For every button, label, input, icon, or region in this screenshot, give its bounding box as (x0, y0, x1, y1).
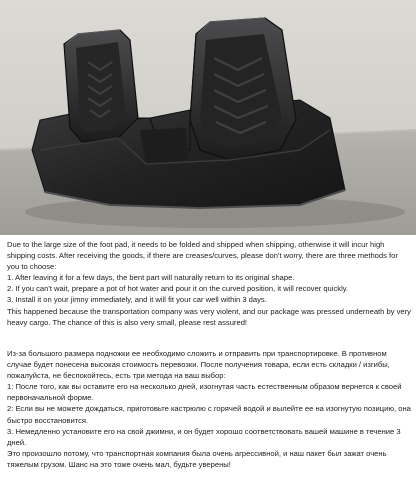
russian-intro: Из-за большого размера подножки ее необходимо сложить и отправить при транспортировке. В противном случае будет понесена высокая стоимость перевозки. После получения товара, если есть складки / изгибы, пожалуйста, не беспокойтесь, есть три метода на ваш выбор: (7, 349, 390, 381)
russian-note: Это произошло потому, что транспортная компания была очень агрессивной, и наш пакет был зажат очень тяжелым грузом. Шанс на это тоже очень мал, будьте уверены! (7, 448, 387, 469)
english-description (7, 239, 411, 328)
product-photo (0, 0, 416, 235)
russian-description (7, 348, 411, 470)
rubber-floor-mat-photo (0, 0, 416, 235)
english-method-1: 1. After leaving it for a few days, the bent part will naturally return to its original shape. (7, 273, 295, 283)
russian-method-1: 1: После того, как вы оставите его на несколько дней, изогнутая часть естественным образом вернется к своей первоначальной форме. (7, 382, 402, 403)
english-method-3: 3. Install it on your jimny immediately, and it will fit your car well within 3 days. (7, 295, 267, 305)
english-note: This happened because the transportation company was very violent, and our package was pressed underneath by very heavy cargo. The chance of this is also very small, please rest assured! (7, 306, 411, 327)
russian-method-3: 3. Немедленно установите его на свой джимни, и он будет хорошо соответствовать вашей машине в течение 3 дней. (7, 426, 401, 447)
english-intro: Due to the large size of the foot pad, it needs to be folded and shipped when shipping, otherwise it will incur high shipping costs. After receiving the goods, if there are creases/curves, please don't worry, there are three methods for you to choose: (7, 240, 398, 272)
russian-method-2: 2: Если вы не можете дождаться, приготовьте кастрюлю с горячей водой и вылейте ее на изогнутую позицию, она быстро восстановится. (7, 404, 411, 425)
english-method-2: 2. If you can't wait, prepare a pot of hot water and pour it on the curved position, it will recover quickly. (7, 284, 349, 294)
